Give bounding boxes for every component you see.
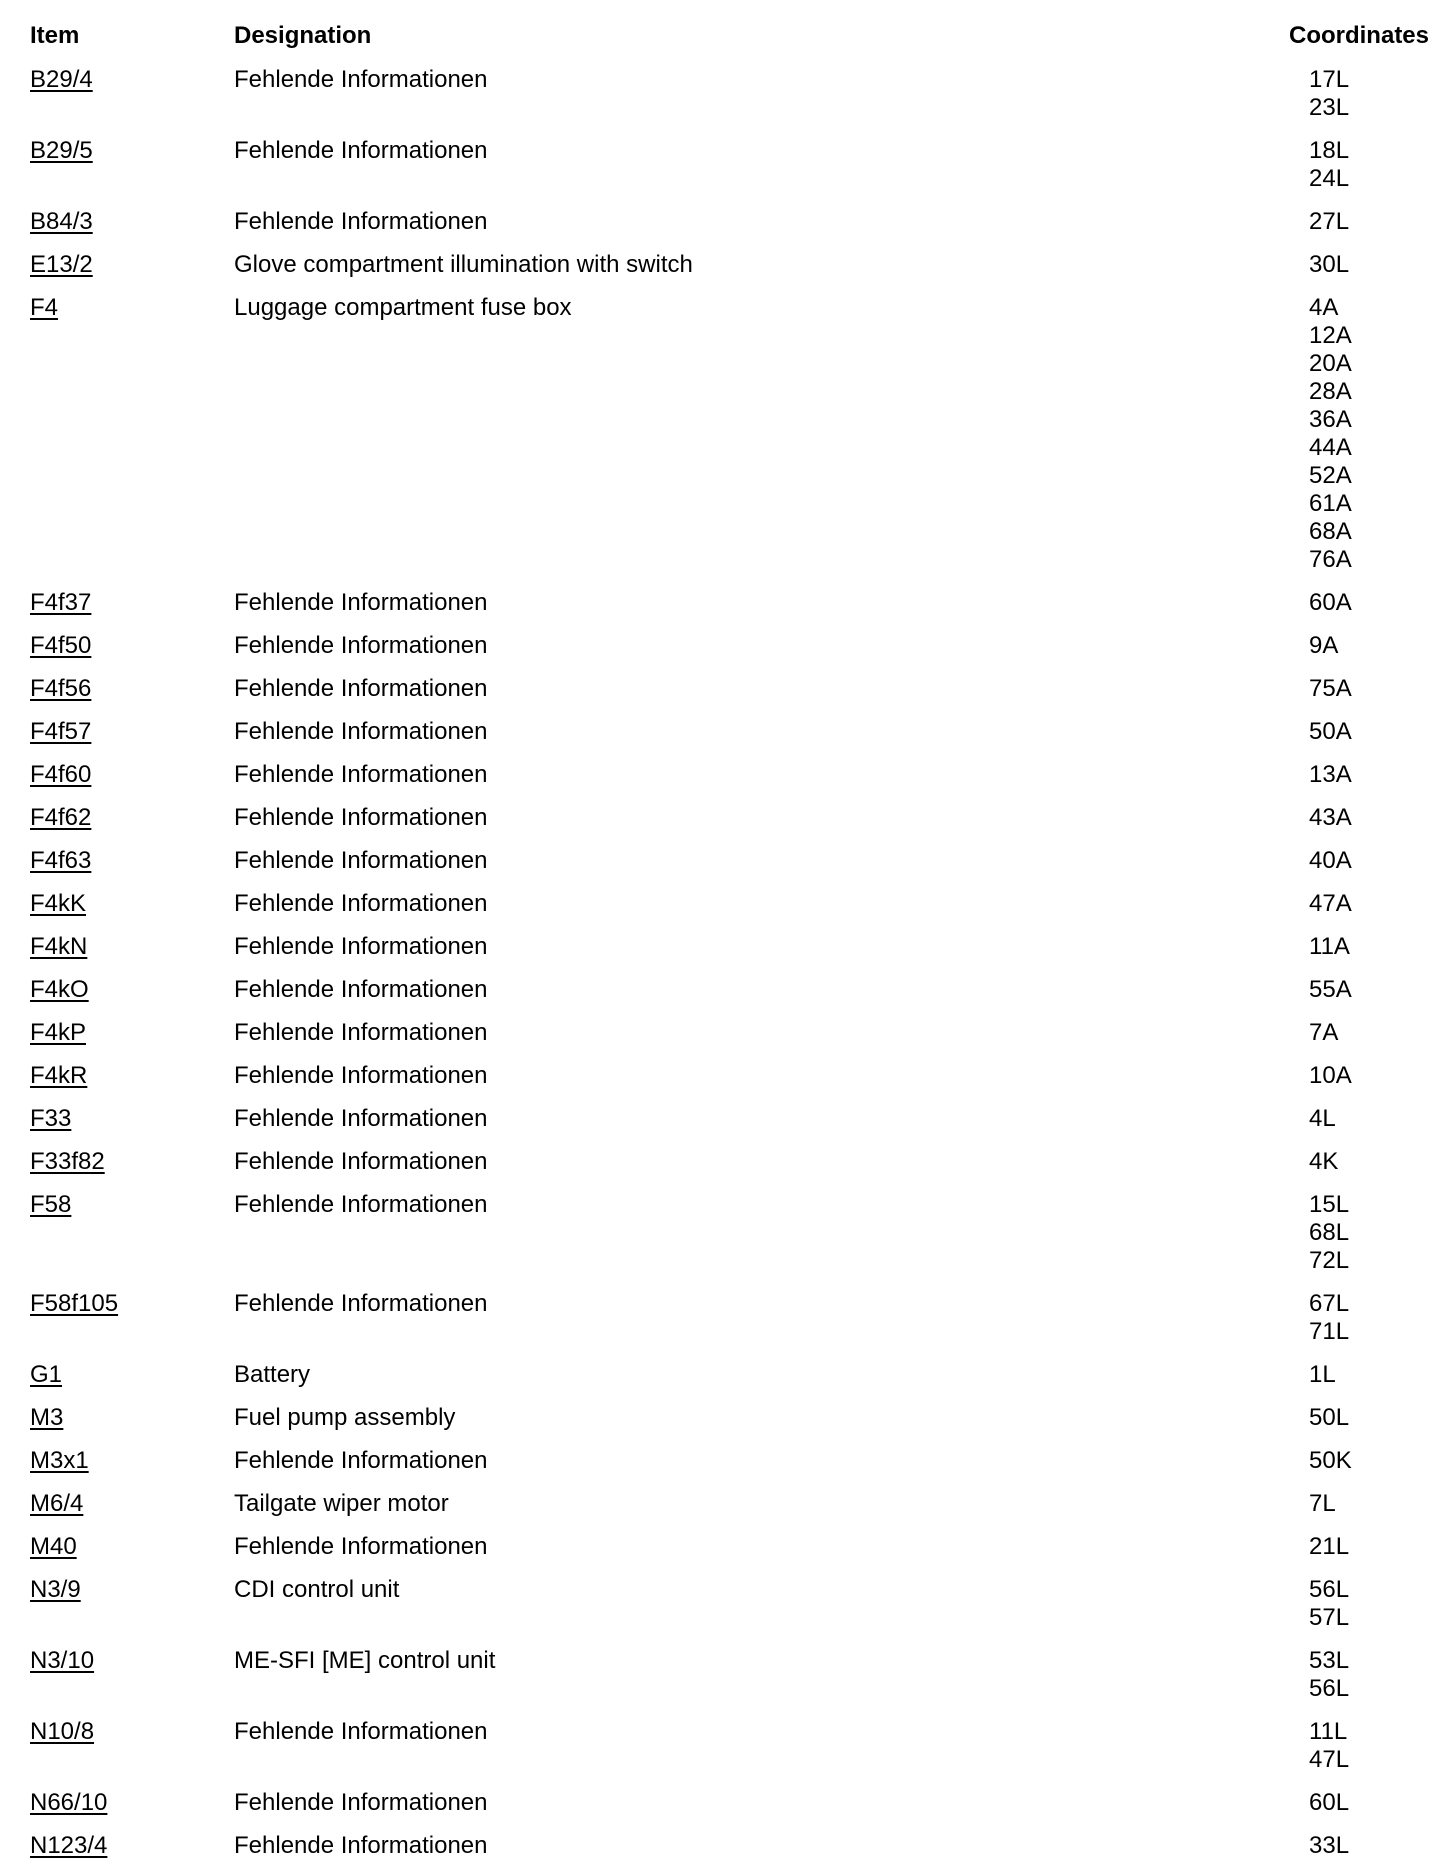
coordinates-cell [1309, 976, 1352, 1004]
column-header-designation: Designation [234, 22, 372, 49]
coordinate-value: 10A [1309, 1062, 1352, 1089]
item-link[interactable]: B84/3 [30, 208, 93, 235]
coordinate-value: 7L [1309, 1490, 1336, 1517]
item-cell [30, 251, 93, 279]
item-cell [30, 1404, 63, 1432]
coordinates-cell [1309, 251, 1349, 279]
coordinate-value: 21L [1309, 1533, 1350, 1560]
coordinate-value: 18L [1309, 137, 1350, 164]
coordinate-value: 28A [1309, 378, 1352, 405]
coordinates-cell [1309, 1148, 1338, 1176]
item-link[interactable]: F33f82 [30, 1148, 105, 1175]
designation-cell: Fehlende Informationen [234, 1789, 488, 1816]
item-cell [30, 1148, 105, 1176]
item-cell [30, 804, 91, 832]
coordinate-value: 4L [1309, 1105, 1336, 1132]
coordinate-value: 50L [1309, 1404, 1350, 1431]
coordinate-value: 4K [1309, 1148, 1339, 1175]
coordinate-value: 44A [1309, 434, 1352, 461]
item-cell [30, 1361, 62, 1389]
coordinate-value: 13A [1309, 761, 1352, 788]
item-link[interactable]: B29/5 [30, 137, 93, 164]
item-link[interactable]: B29/4 [30, 66, 93, 93]
coordinate-value: 11L [1309, 1718, 1348, 1745]
coordinate-value: 61A [1309, 490, 1352, 517]
coordinate-value: 76A [1309, 546, 1352, 573]
designation-cell: Tailgate wiper motor [234, 1490, 449, 1517]
item-link[interactable]: F4f37 [30, 589, 92, 616]
designation-cell: Fehlende Informationen [234, 1832, 488, 1859]
designation-cell: Fehlende Informationen [234, 761, 488, 788]
item-link[interactable]: F58 [30, 1191, 72, 1218]
item-link[interactable]: M3x1 [30, 1447, 89, 1474]
designation-cell: Fehlende Informationen [234, 1290, 488, 1317]
coordinate-value: 52A [1309, 462, 1352, 489]
coordinates-cell [1309, 1062, 1352, 1090]
column-header-coordinates: Coordinates [1288, 22, 1429, 49]
item-link[interactable]: F4f62 [30, 804, 92, 831]
designation-cell: Fehlende Informationen [234, 1105, 488, 1132]
designation-cell: Fehlende Informationen [234, 718, 488, 745]
item-cell [30, 1718, 94, 1746]
coordinates-cell [1309, 761, 1352, 789]
coordinate-value: 53L [1309, 1647, 1350, 1674]
coordinate-value: 23L [1309, 94, 1350, 121]
coordinate-value: 4A [1309, 294, 1339, 321]
item-cell [30, 1290, 118, 1318]
item-cell [30, 632, 91, 660]
coordinates-cell [1309, 1290, 1349, 1346]
item-cell [30, 1789, 107, 1817]
coordinates-cell [1309, 933, 1350, 961]
item-cell [30, 718, 91, 746]
coordinate-value: 9A [1309, 632, 1339, 659]
item-link[interactable]: F4f57 [30, 718, 92, 745]
coordinate-value: 72L [1309, 1247, 1350, 1274]
coordinate-value: 40A [1309, 847, 1352, 874]
coordinate-value: 47A [1309, 890, 1352, 917]
designation-cell: Fehlende Informationen [234, 1533, 488, 1560]
designation-cell: Fehlende Informationen [234, 1019, 488, 1046]
item-link[interactable]: N66/10 [30, 1789, 108, 1816]
coordinate-value: 27L [1309, 208, 1350, 235]
coordinates-cell [1309, 1718, 1349, 1774]
coordinates-cell [1309, 718, 1352, 746]
coordinate-value: 50A [1309, 718, 1352, 745]
item-cell [30, 1490, 83, 1518]
item-cell [30, 1447, 89, 1475]
coordinate-value: 36A [1309, 406, 1352, 433]
coordinate-value: 68L [1309, 1219, 1350, 1246]
item-link[interactable]: N3/9 [30, 1576, 81, 1603]
coordinate-value: 60L [1309, 1789, 1350, 1816]
designation-cell: Fehlende Informationen [234, 1148, 488, 1175]
item-link[interactable]: F4kR [30, 1062, 88, 1089]
coordinates-cell [1309, 1361, 1336, 1389]
item-link[interactable]: F4 [30, 294, 59, 321]
coordinate-value: 71L [1309, 1318, 1350, 1345]
coordinates-cell [1309, 66, 1349, 122]
item-cell [30, 137, 93, 165]
item-cell [30, 1019, 86, 1047]
designation-cell: Fehlende Informationen [234, 1191, 488, 1218]
designation-cell: Fehlende Informationen [234, 976, 488, 1003]
coordinates-cell [1309, 1447, 1352, 1475]
item-link[interactable]: F4kK [30, 890, 87, 917]
coordinate-value: 56L [1309, 1675, 1350, 1702]
designation-cell: ME-SFI [ME] control unit [234, 1647, 496, 1674]
item-link[interactable]: G1 [30, 1361, 63, 1388]
item-link[interactable]: N3/10 [30, 1647, 95, 1674]
item-link[interactable]: F58f105 [30, 1290, 119, 1317]
designation-cell: Fehlende Informationen [234, 1062, 488, 1089]
item-link[interactable]: N10/8 [30, 1718, 95, 1745]
coordinate-value: 55A [1309, 976, 1352, 1003]
coordinates-cell [1309, 804, 1352, 832]
coordinates-cell [1309, 1490, 1336, 1518]
coordinates-cell [1309, 1533, 1349, 1561]
column-header-item: Item [30, 22, 80, 49]
item-link[interactable]: M6/4 [30, 1490, 84, 1517]
coordinate-value: 67L [1309, 1290, 1350, 1317]
item-cell [30, 294, 58, 322]
designation-cell: Fehlende Informationen [234, 675, 488, 702]
item-link[interactable]: F4kP [30, 1019, 87, 1046]
designation-cell: Fehlende Informationen [234, 933, 488, 960]
coordinate-value: 56L [1309, 1576, 1350, 1603]
item-cell [30, 1062, 87, 1090]
coordinates-cell [1309, 632, 1338, 660]
item-cell [30, 208, 93, 236]
item-link[interactable]: M3 [30, 1404, 64, 1431]
coordinates-cell [1309, 1019, 1338, 1047]
coordinate-value: 24L [1309, 165, 1350, 192]
coordinate-value: 1L [1309, 1361, 1336, 1388]
coordinate-value: 60A [1309, 589, 1352, 616]
coordinates-cell [1309, 208, 1349, 236]
item-cell [30, 890, 86, 918]
item-link[interactable]: F4kO [30, 976, 89, 1003]
item-link[interactable]: E13/2 [30, 251, 93, 278]
designation-cell: CDI control unit [234, 1576, 400, 1603]
coordinates-cell [1309, 294, 1352, 574]
item-cell [30, 1576, 81, 1604]
designation-cell: Fehlende Informationen [234, 208, 488, 235]
coordinate-value: 17L [1309, 66, 1350, 93]
coordinate-value: 43A [1309, 804, 1352, 831]
item-link[interactable]: F4f60 [30, 761, 92, 788]
designation-cell: Fehlende Informationen [234, 632, 488, 659]
item-cell [30, 1191, 71, 1219]
coordinate-value: 50K [1309, 1447, 1352, 1474]
designation-cell: Battery [234, 1361, 311, 1388]
item-link[interactable]: M40 [30, 1533, 77, 1560]
coordinate-value: 47L [1309, 1746, 1350, 1773]
item-cell [30, 589, 91, 617]
item-cell [30, 933, 87, 961]
coordinates-cell [1309, 589, 1352, 617]
coordinates-cell [1309, 1789, 1349, 1817]
coordinate-value: 33L [1309, 1832, 1350, 1859]
coordinate-value: 20A [1309, 350, 1352, 377]
item-link[interactable]: F4f50 [30, 632, 92, 659]
coordinate-value: 12A [1309, 322, 1352, 349]
item-link[interactable]: F4f56 [30, 675, 92, 702]
item-cell [30, 66, 93, 94]
item-link[interactable]: N123/4 [30, 1832, 108, 1859]
coordinates-cell [1309, 1832, 1349, 1860]
coordinates-cell [1309, 1191, 1349, 1275]
item-link[interactable]: F4kN [30, 933, 88, 960]
designation-cell: Fehlende Informationen [234, 1718, 488, 1745]
coordinates-cell [1309, 1404, 1349, 1432]
designation-cell: Fehlende Informationen [234, 1447, 488, 1474]
item-cell [30, 1533, 77, 1561]
coordinates-cell [1309, 1576, 1349, 1632]
item-cell [30, 1105, 71, 1133]
coordinate-value: 75A [1309, 675, 1352, 702]
designation-cell: Luggage compartment fuse box [234, 294, 572, 321]
item-link[interactable]: F4f63 [30, 847, 92, 874]
coordinates-cell [1309, 847, 1352, 875]
item-cell [30, 675, 91, 703]
item-link[interactable]: F33 [30, 1105, 72, 1132]
coordinate-value: 11A [1309, 933, 1350, 960]
item-cell [30, 847, 91, 875]
item-cell [30, 976, 89, 1004]
coordinate-value: 7A [1309, 1019, 1339, 1046]
coordinate-value: 68A [1309, 518, 1352, 545]
designation-cell: Fehlende Informationen [234, 589, 488, 616]
coordinates-cell [1309, 675, 1352, 703]
coordinates-cell [1309, 1647, 1349, 1703]
designation-cell: Fehlende Informationen [234, 66, 488, 93]
designation-cell: Fehlende Informationen [234, 890, 488, 917]
designation-cell: Glove compartment illumination with switch [234, 251, 693, 278]
item-cell [30, 1832, 107, 1860]
item-cell [30, 1647, 94, 1675]
coordinate-value: 30L [1309, 251, 1350, 278]
coordinate-value: 57L [1309, 1604, 1350, 1631]
designation-cell: Fehlende Informationen [234, 804, 488, 831]
coordinate-value: 15L [1309, 1191, 1350, 1218]
coordinates-cell [1309, 890, 1352, 918]
item-cell [30, 761, 91, 789]
coordinates-cell [1309, 1105, 1336, 1133]
designation-cell: Fehlende Informationen [234, 847, 488, 874]
coordinates-cell [1309, 137, 1349, 193]
designation-cell: Fuel pump assembly [234, 1404, 456, 1431]
designation-cell: Fehlende Informationen [234, 137, 488, 164]
